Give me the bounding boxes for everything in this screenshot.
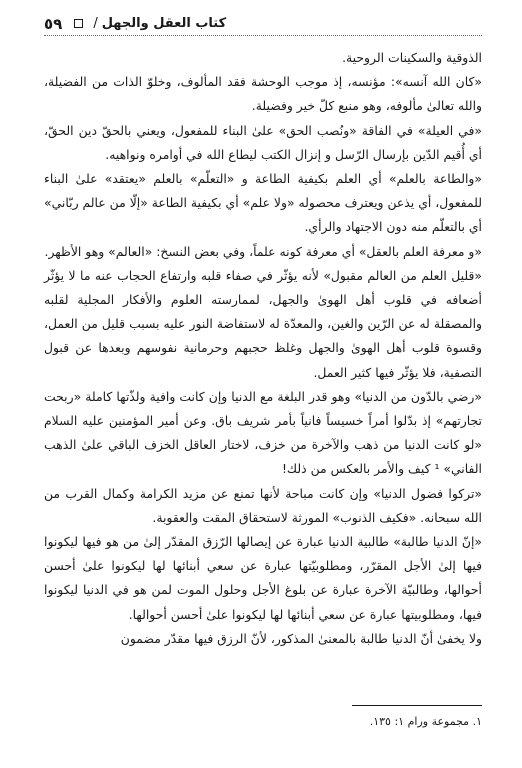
- paragraph: «رضي بالدّون من الدنيا» وهو قدر البلغة مع الدنيا وإن كانت وافية ولذّتها كاملة «ربحت تجارتهم» إذ بدّلوا أمراً خسيساً فانياً بأمر شريف باق. وعن أمير المؤمنين عليه السلام «لو كانت الدنيا من ذهب والآخرة من خزف، لاختار العاقل الخزف الباقي علىٰ الذهب الفاني» ¹ كيف والأمر بالعكس من ذلك!: [44, 388, 482, 477]
- paragraph: «والطاعة بالعلم» أي العلم بكيفية الطاعة و «التعلّم» بالعلم «يعتقد» علىٰ البناء للمفعول، أي يذعن ويعترف محصوله «ولا علم» أي بكيفية الطاعة «إلّا من عالم ربّاني» أي بالتعلّم منه دون الاجتهاد والرأي.: [44, 171, 482, 235]
- paragraph: الذوقية والسكينات الروحية.: [342, 50, 482, 65]
- square-icon: [74, 19, 83, 28]
- footnote-divider: [352, 705, 482, 706]
- page-header: [44, 14, 482, 36]
- paragraph: «كان الله آنسه»: مؤنسه، إذ موجب الوحشة فقد المألوف، وخلوّ الذات من الفضيلة، والله تعالىٰ مألوفه، وهو منبع كلّ خير وفضيلة.: [44, 74, 482, 114]
- paragraph: «و معرفة العلم بالعقل» أي معرفة كونه علماً، وفي بعض النسخ: «العالم» وهو الأظهر.: [44, 243, 482, 259]
- page-number: ٥٩: [44, 14, 63, 33]
- paragraph: «قليل العلم من العالم مقبول» لأنه يؤثّر في صفاء قلبه وارتفاع الحجاب عنه ما لا يؤثّر أضعافه في قلوب أهل الهوىٰ والجهل، لممارسته العلوم والأفكار المجلية لقلبه والمصقلة له عن الرّين والغين، والمعدّة له لاستفاضة النور عليه بسبب قليل من العمل، وقسوة قلوب أهل الهوىٰ والجهل وغلظ حجبهم وحرمانية نفوسهم وبعدها عن قبول التصفية، فلا يؤثّر فيها كثير العمل.: [44, 267, 482, 380]
- footnotes: [44, 705, 482, 730]
- book-title: كتاب العقل والجهل: [101, 16, 227, 31]
- paragraph: «في العيلة» في الفاقة «ونُصب الحق» علىٰ البناء للمفعول، ويعني بالحقّ دين الحقّ، أي أُقيم الدّين بإرسال الرّسل و إنزال الكتب ليطاع الله في أوامره ونواهيه.: [44, 122, 482, 162]
- paragraph: «تركوا فضول الدنيا» وإن كانت مباحة لأنها تمنع عن مزيد الكرامة وكمال القرب من الله سبحانه. «فكيف الذنوب» المورثة لاستحقاق المقت والعقوبة.: [44, 485, 482, 525]
- paragraph: «إنّ الدنيا طالبة» طالبية الدنيا عبارة عن إيصالها الرّزق المقدّر إلىٰ من هو فيها ليكونوا فيها إلىٰ الأجل المقرّر، ومطلوبيّتها عبارة عن سعي أبنائها لها ليكونوا علىٰ أحسن أحوالها، وطالبيّة الآخرة عبارة عن بلوغ الأجل وحلول الموت لمن هو في الدنيا ليكونوا فيها، ومطلوبيتها عبارة عن سعي أبنائها لها ليكونوا علىٰ أحسن أحوالها.: [44, 534, 482, 622]
- paragraph: ولا يخفىٰ أنّ الدنيا طالبة بالمعنىٰ المذكور، لأنّ الرزق فيها مقدّر مضمون: [120, 630, 482, 646]
- page-body: [44, 46, 482, 651]
- header-separator: /: [93, 16, 98, 31]
- footnote: ١. مجموعة ورام ١: ١٣٥.: [369, 715, 482, 728]
